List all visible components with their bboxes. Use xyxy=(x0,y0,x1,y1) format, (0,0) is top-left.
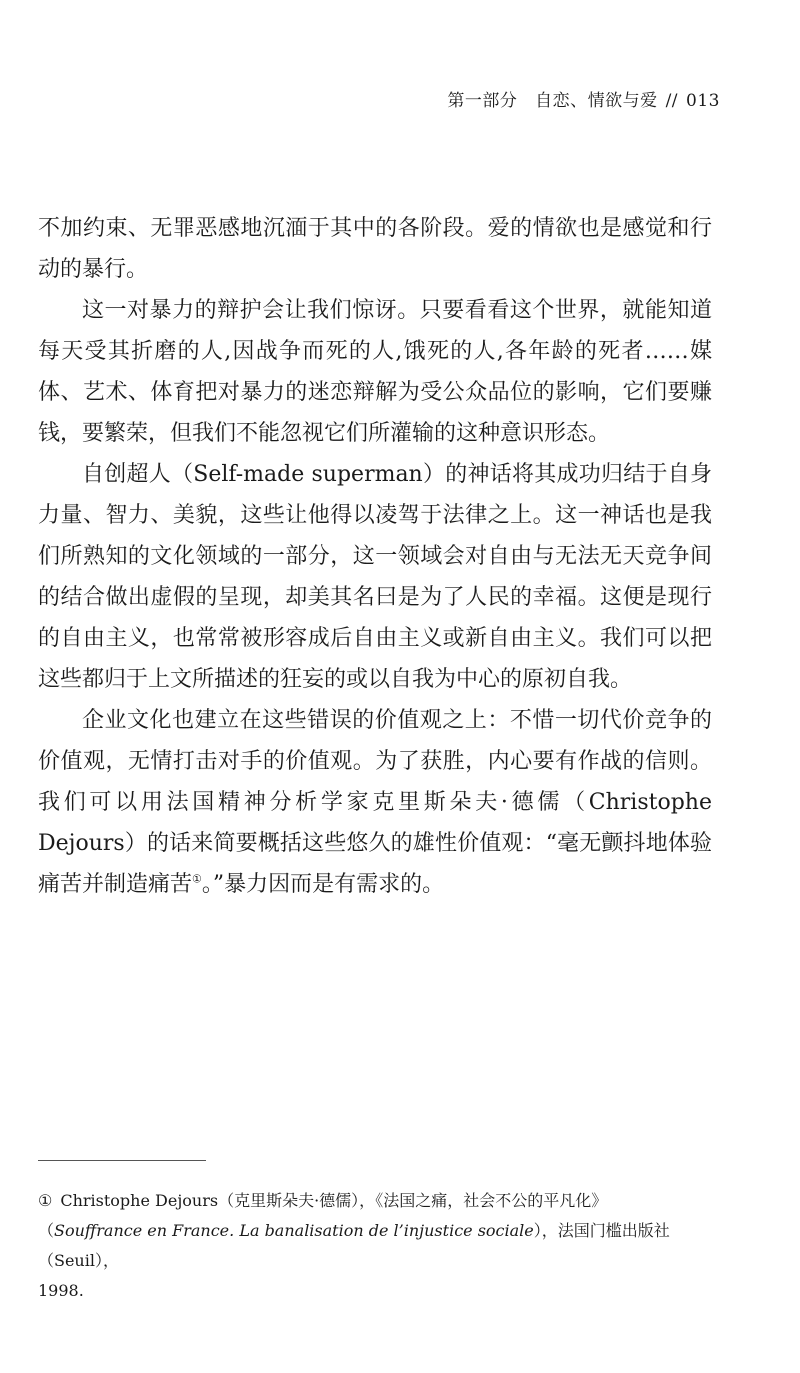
header-title: 自恋、情欲与爱 xyxy=(535,91,658,111)
body-text xyxy=(38,208,712,905)
paragraph-4-text: 企业文化也建立在这些错误的价值观之上：不惜一切代价竞争的价值观，无情打击对手的价值观。为了获胜，内心要有作战的信则。我们可以用法国精神分析学家克里斯朵夫·德儒（Christophe Dejours）的话来简要概括这些悠久的雄性价值观：“毫无颤抖地体验痛苦并制造痛苦 xyxy=(38,708,712,897)
paragraph-4 xyxy=(38,700,712,905)
footnote xyxy=(38,1186,718,1306)
page-number: 013 xyxy=(686,91,720,111)
header-part: 第一部分 xyxy=(447,91,518,111)
footnote-cn-title: 《法国之痛，社会不公的平凡化》 xyxy=(375,1191,608,1210)
paragraph-2: 这一对暴力的辩护会让我们惊讶。只要看看这个世界，就能知道每天受其折磨的人,因战争而死的人,饿死的人,各年龄的死者……媒体、艺术、体育把对暴力的迷恋辩解为受公众品位的影响，它们要赚钱，要繁荣，但我们不能忽视它们所灌输的这种意识形态。 xyxy=(38,298,712,446)
paragraph-4-end: 。”暴力因而是有需求的。 xyxy=(201,872,445,897)
header-separator: // xyxy=(665,91,679,111)
footnote-divider xyxy=(38,1160,206,1161)
running-header xyxy=(447,86,720,111)
paragraph-1: 不加约束、无罪恶感地沉湎于其中的各阶段。爱的情欲也是感觉和行动的暴行。 xyxy=(38,216,712,282)
footnote-open-paren: （ xyxy=(38,1221,55,1240)
footnote-fr-title: Souffrance en France. La banalisation de l’injustice sociale xyxy=(54,1221,534,1240)
footnote-number: ① xyxy=(38,1191,53,1210)
footnote-publisher: ），法国门槛出版社（Seuil）， xyxy=(38,1221,670,1270)
footnote-year: 1998. xyxy=(38,1281,84,1300)
footnote-reference[interactable]: ① xyxy=(192,872,202,886)
footnote-author: Christophe Dejours（克里斯朵夫·德儒）， xyxy=(60,1191,376,1210)
paragraph-3: 自创超人（Self-made superman）的神话将其成功归结于自身力量、智力、美貌，这些让他得以凌驾于法律之上。这一神话也是我们所熟知的文化领域的一部分，这一领域会对自由与无法无天竞争间的结合做出虚假的呈现，却美其名曰是为了人民的幸福。这便是现行的自由主义，也常常被形容成后自由主义或新自由主义。我们可以把这些都归于上文所描述的狂妄的或以自我为中心的原初自我。 xyxy=(38,462,712,692)
